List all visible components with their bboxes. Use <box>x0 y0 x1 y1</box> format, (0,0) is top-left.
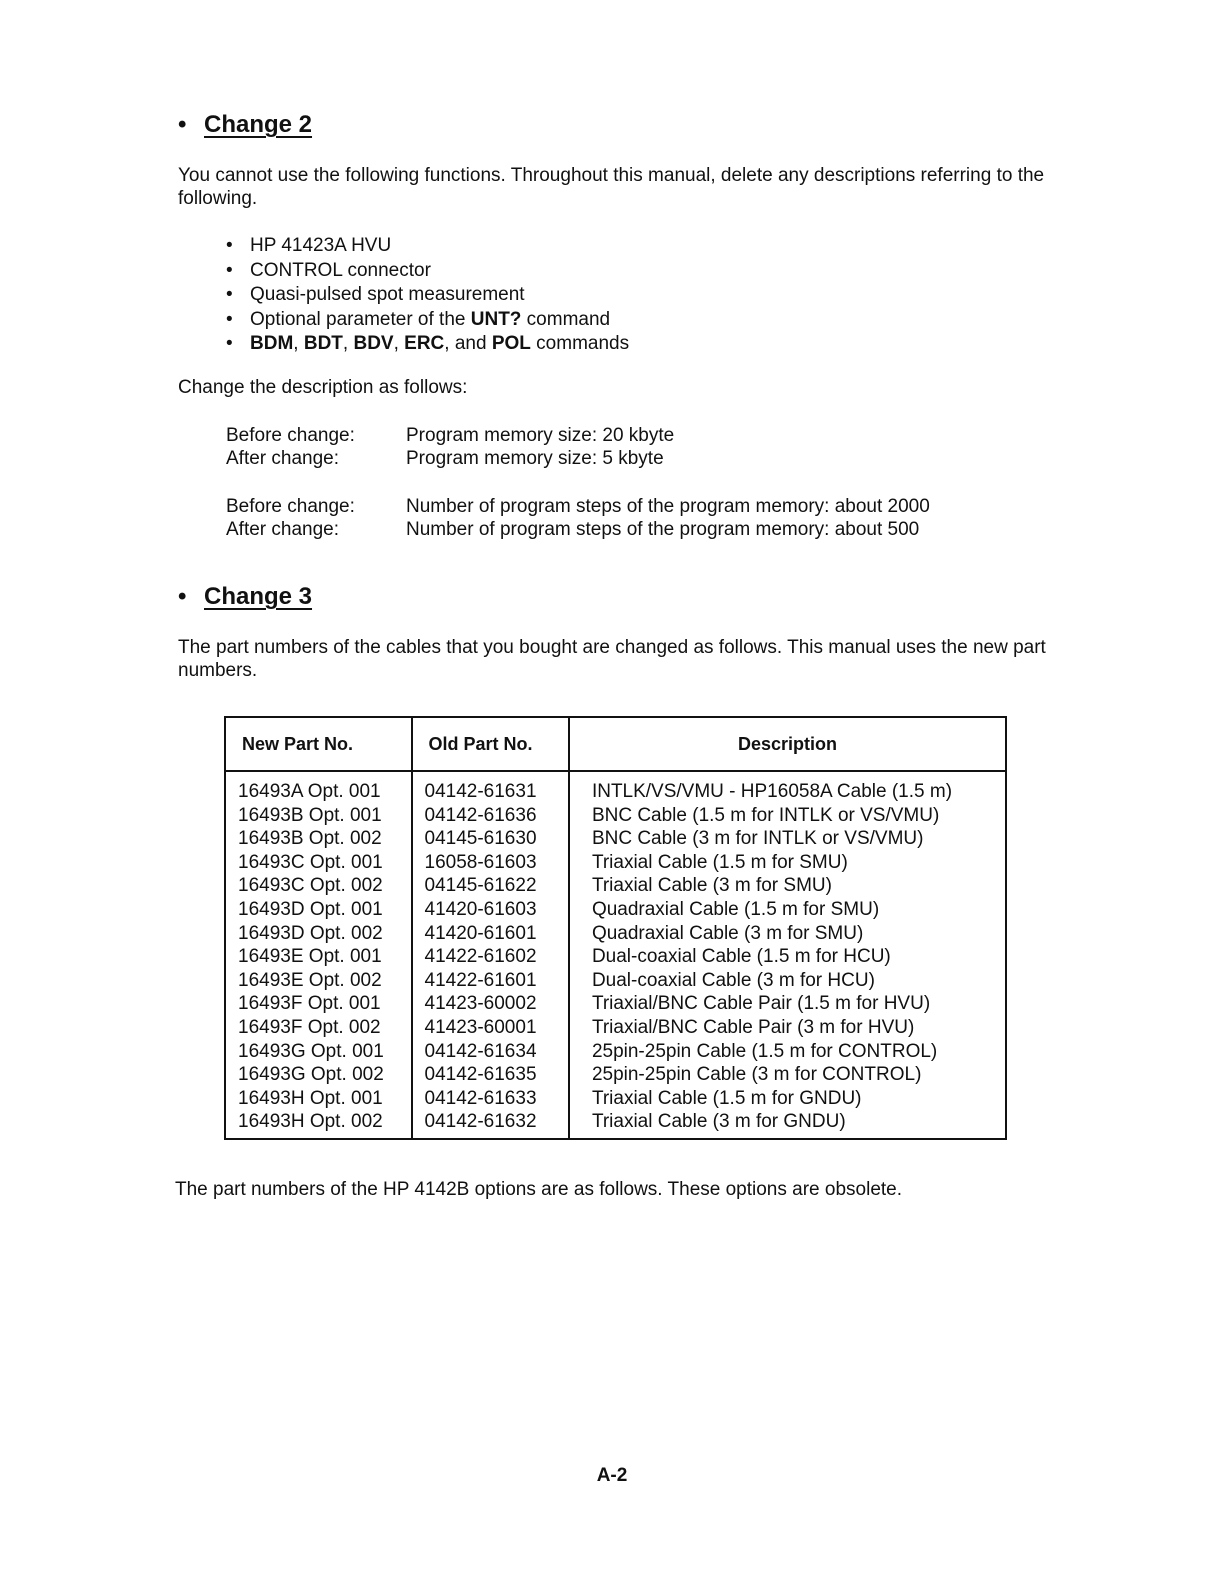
heading-bullet: • <box>178 583 187 610</box>
description: Quadraxial Cable (1.5 m for SMU) <box>569 898 1006 922</box>
description: Triaxial Cable (1.5 m for GNDU) <box>569 1087 1006 1111</box>
description: 25pin-25pin Cable (1.5 m for CONTROL) <box>569 1040 1006 1064</box>
cable-part-numbers-table <box>224 716 1007 1140</box>
old-part-no: 41423-60001 <box>412 1016 569 1040</box>
after-value: Number of program steps of the program memory: about 500 <box>406 519 920 540</box>
page-number: A-2 <box>596 1465 628 1486</box>
before-value: Number of program steps of the program memory: about 2000 <box>406 496 930 517</box>
list-item: • HP 41423A HVU <box>226 234 629 259</box>
table-row <box>225 898 1006 922</box>
unusable-functions-list <box>226 234 629 357</box>
description: 25pin-25pin Cable (3 m for CONTROL) <box>569 1063 1006 1087</box>
table-row <box>225 1063 1006 1087</box>
table-row <box>225 804 1006 828</box>
new-part-no: 16493B Opt. 002 <box>225 827 412 851</box>
before-value: Program memory size: 20 kbyte <box>406 425 675 446</box>
old-part-no: 41420-61601 <box>412 922 569 946</box>
header-new-part-no: New Part No. <box>225 717 412 771</box>
change-2-intro: You cannot use the following functions. Throughout this manual, delete any descriptions referring to the following. <box>178 165 1045 209</box>
new-part-no: 16493B Opt. 001 <box>225 804 412 828</box>
new-part-no: 16493C Opt. 001 <box>225 851 412 875</box>
options-obsolete-note: The part numbers of the HP 4142B options are as follows. These options are obsolete. <box>175 1179 903 1200</box>
list-item-commands: • BDM, BDT, BDV, ERC, and POL commands <box>226 332 629 357</box>
new-part-no: 16493H Opt. 002 <box>225 1110 412 1139</box>
old-part-no: 41423-60002 <box>412 992 569 1016</box>
table-row <box>225 1087 1006 1111</box>
before-label: Before change: <box>226 496 355 517</box>
table-row <box>225 992 1006 1016</box>
table-header-row <box>225 717 1006 771</box>
new-part-no: 16493F Opt. 002 <box>225 1016 412 1040</box>
description: Triaxial Cable (1.5 m for SMU) <box>569 851 1006 875</box>
description: INTLK/VS/VMU - HP16058A Cable (1.5 m) <box>569 771 1006 804</box>
old-part-no: 04142-61631 <box>412 771 569 804</box>
old-part-no: 41422-61602 <box>412 945 569 969</box>
after-value: Program memory size: 5 kbyte <box>406 448 664 469</box>
new-part-no: 16493E Opt. 001 <box>225 945 412 969</box>
list-item: • CONTROL connector <box>226 259 629 284</box>
before-label: Before change: <box>226 425 355 446</box>
header-description: Description <box>569 717 1006 771</box>
table-row <box>225 945 1006 969</box>
old-part-no: 41420-61603 <box>412 898 569 922</box>
new-part-no: 16493G Opt. 002 <box>225 1063 412 1087</box>
list-item: • Quasi-pulsed spot measurement <box>226 283 629 308</box>
table-row <box>225 922 1006 946</box>
old-part-no: 04142-61634 <box>412 1040 569 1064</box>
table-row <box>225 874 1006 898</box>
new-part-no: 16493F Opt. 001 <box>225 992 412 1016</box>
after-label: After change: <box>226 519 340 540</box>
old-part-no: 04145-61630 <box>412 827 569 851</box>
change-3-heading: • Change 3 <box>178 583 313 610</box>
change-3-intro: The part numbers of the cables that you bought are changed as follows. This manual uses the new part numbers. <box>178 637 1046 681</box>
change-2-heading: • Change 2 <box>178 111 313 138</box>
description: BNC Cable (3 m for INTLK or VS/VMU) <box>569 827 1006 851</box>
old-part-no: 04142-61633 <box>412 1087 569 1111</box>
new-part-no: 16493D Opt. 002 <box>225 922 412 946</box>
new-part-no: 16493G Opt. 001 <box>225 1040 412 1064</box>
list-item-unt: • Optional parameter of the UNT? command <box>226 308 629 333</box>
table-row <box>225 771 1006 804</box>
new-part-no: 16493D Opt. 001 <box>225 898 412 922</box>
change-description-intro: Change the description as follows: <box>178 377 468 398</box>
old-part-no: 04142-61636 <box>412 804 569 828</box>
new-part-no: 16493C Opt. 002 <box>225 874 412 898</box>
old-part-no: 16058-61603 <box>412 851 569 875</box>
description: Triaxial Cable (3 m for SMU) <box>569 874 1006 898</box>
description: Quadraxial Cable (3 m for SMU) <box>569 922 1006 946</box>
old-part-no: 04142-61632 <box>412 1110 569 1139</box>
after-label: After change: <box>226 448 340 469</box>
header-old-part-no: Old Part No. <box>412 717 569 771</box>
table-row <box>225 827 1006 851</box>
description: Triaxial/BNC Cable Pair (1.5 m for HVU) <box>569 992 1006 1016</box>
table-row <box>225 1016 1006 1040</box>
table-row <box>225 1110 1006 1139</box>
table-row <box>225 969 1006 993</box>
table-row <box>225 1040 1006 1064</box>
description: Triaxial/BNC Cable Pair (3 m for HVU) <box>569 1016 1006 1040</box>
description: Dual-coaxial Cable (3 m for HCU) <box>569 969 1006 993</box>
table-row <box>225 851 1006 875</box>
new-part-no: 16493E Opt. 002 <box>225 969 412 993</box>
old-part-no: 41422-61601 <box>412 969 569 993</box>
description: Dual-coaxial Cable (1.5 m for HCU) <box>569 945 1006 969</box>
description: BNC Cable (1.5 m for INTLK or VS/VMU) <box>569 804 1006 828</box>
old-part-no: 04142-61635 <box>412 1063 569 1087</box>
old-part-no: 04145-61622 <box>412 874 569 898</box>
new-part-no: 16493H Opt. 001 <box>225 1087 412 1111</box>
heading-bullet: • <box>178 111 187 138</box>
new-part-no: 16493A Opt. 001 <box>225 771 412 804</box>
description: Triaxial Cable (3 m for GNDU) <box>569 1110 1006 1139</box>
